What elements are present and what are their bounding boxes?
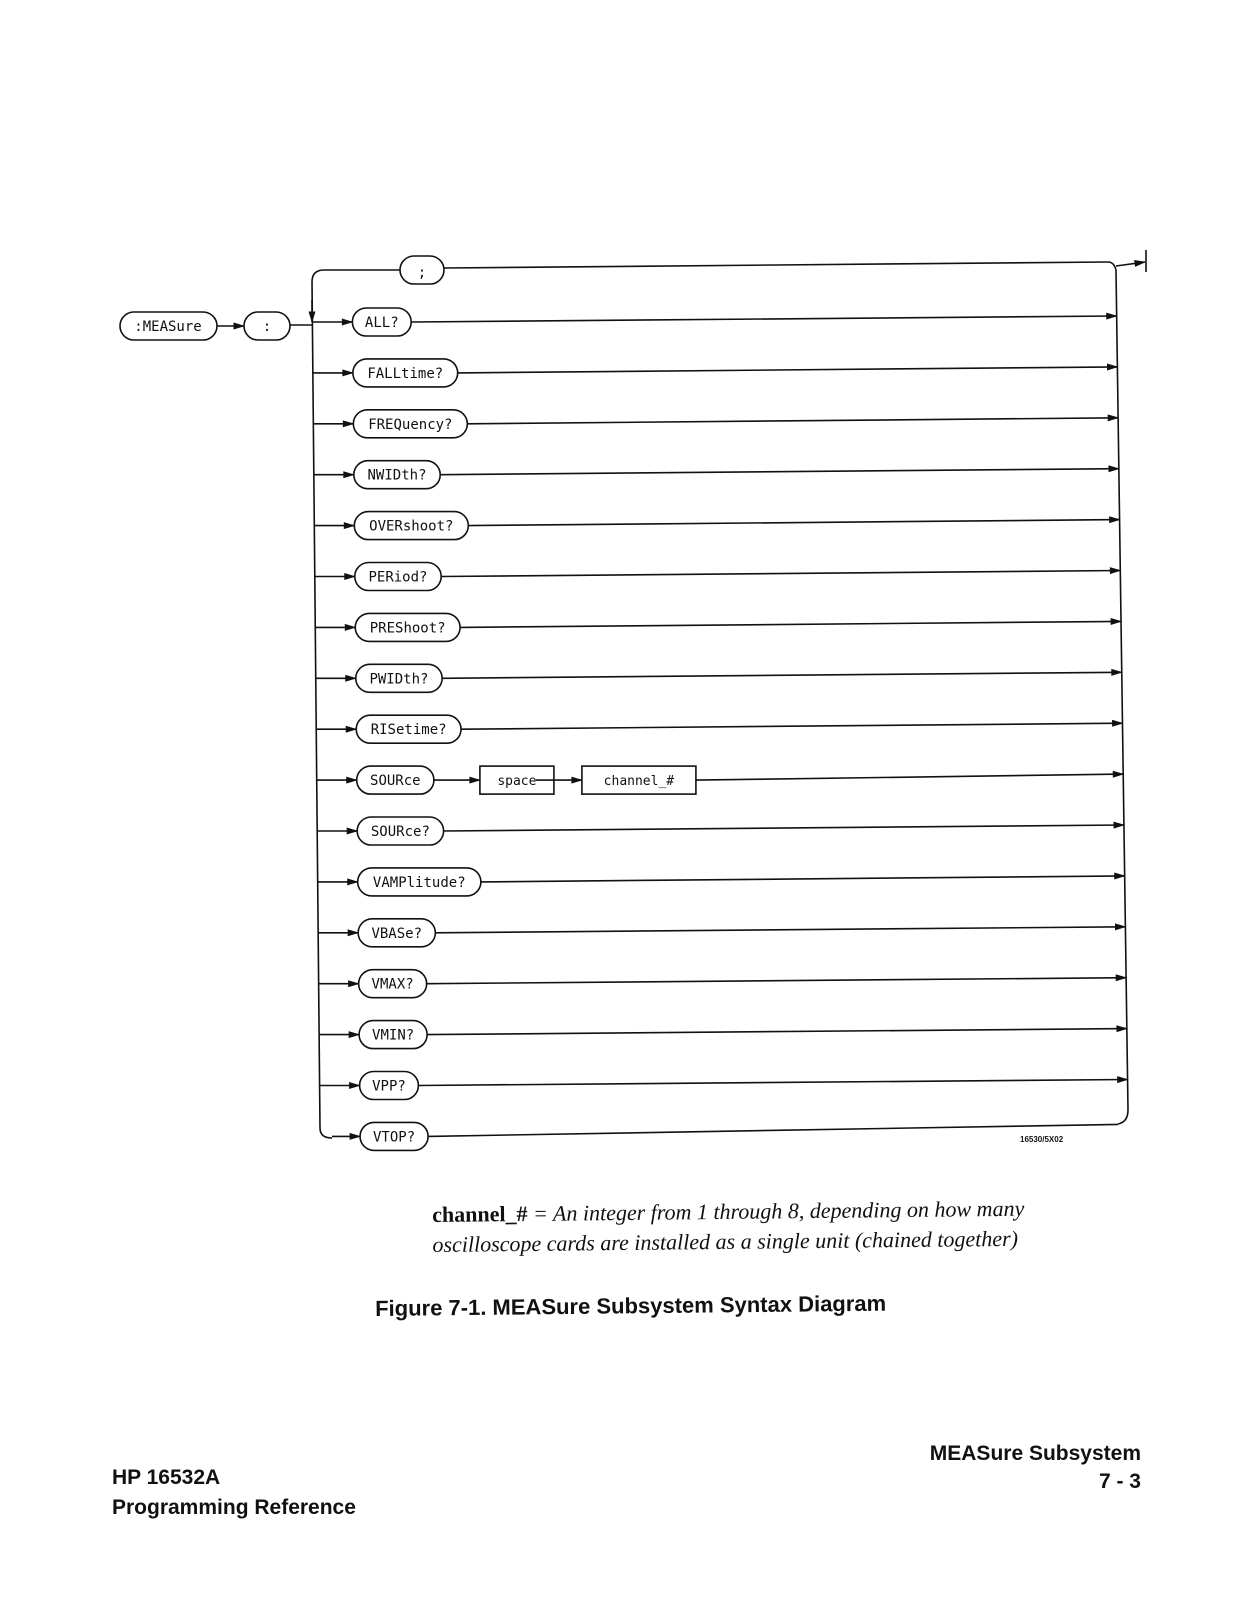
- footer-section: MEASure Subsystem: [929, 1442, 1141, 1465]
- row-exit-line: [427, 1029, 1127, 1035]
- row-exit-line: [440, 469, 1119, 475]
- channel-note: [432, 1193, 1133, 1260]
- figure-id: 16530/5X02: [1020, 1135, 1064, 1144]
- row-exit-line: [441, 571, 1120, 577]
- command-label: FREQuency?: [368, 416, 453, 433]
- row-exit-line: [444, 825, 1124, 831]
- footer-right: [930, 1440, 1141, 1496]
- command-label: NWIDth?: [367, 467, 427, 484]
- row-exit-line: [468, 520, 1119, 526]
- row-exit-line: [442, 672, 1122, 678]
- command-label: VPP?: [372, 1078, 406, 1095]
- command-label: SOURce: [370, 773, 421, 790]
- note-term: channel_#: [432, 1201, 528, 1227]
- row-exit-line: [467, 418, 1118, 424]
- command-label: PREShoot?: [369, 620, 446, 637]
- command-label: VAMPlitude?: [372, 874, 466, 891]
- row-exit-line: [461, 723, 1123, 729]
- note-definition: = An integer from 1 through 8, depending on how many oscilloscope cards are installed as a single unit (chained together): [432, 1195, 1025, 1257]
- command-label: SOURce?: [370, 824, 430, 840]
- parameter-label: space: [497, 774, 537, 790]
- footer-left: [112, 1463, 356, 1523]
- row-exit-line: [411, 316, 1117, 322]
- command-label: PWIDth?: [369, 671, 429, 688]
- colon-label: :: [262, 319, 272, 335]
- command-label: ALL?: [364, 315, 399, 331]
- row-exit-line: [458, 367, 1118, 373]
- parameter-label: channel_#: [603, 774, 675, 790]
- row-exit-line: [428, 1124, 1118, 1136]
- row-exit-line: [696, 774, 1123, 780]
- command-label: VMIN?: [372, 1027, 415, 1044]
- row-exit-line: [481, 876, 1125, 882]
- separator-label: ;: [417, 265, 427, 281]
- command-label: VTOP?: [373, 1129, 416, 1146]
- command-label: VMAX?: [371, 976, 414, 993]
- footer-doc-title: Programming Reference: [112, 1496, 356, 1519]
- figure-caption: Figure 7-1. MEASure Subsystem Syntax Diagram: [375, 1290, 887, 1321]
- footer-page-number: 7 - 3: [1098, 1470, 1141, 1493]
- footer-product: HP 16532A: [112, 1466, 221, 1489]
- row-exit-line: [427, 978, 1127, 984]
- command-label: VBASe?: [371, 925, 423, 942]
- row-exit-line: [435, 927, 1125, 933]
- row-exit-line: [460, 621, 1121, 627]
- command-label: FALLtime?: [367, 365, 444, 382]
- row-exit-line: [418, 1080, 1127, 1086]
- command-label: OVERshoot?: [369, 518, 454, 535]
- command-label: RISetime?: [370, 722, 447, 739]
- command-label: PERiod?: [368, 569, 428, 586]
- root-command-label: :MEASure: [134, 319, 202, 335]
